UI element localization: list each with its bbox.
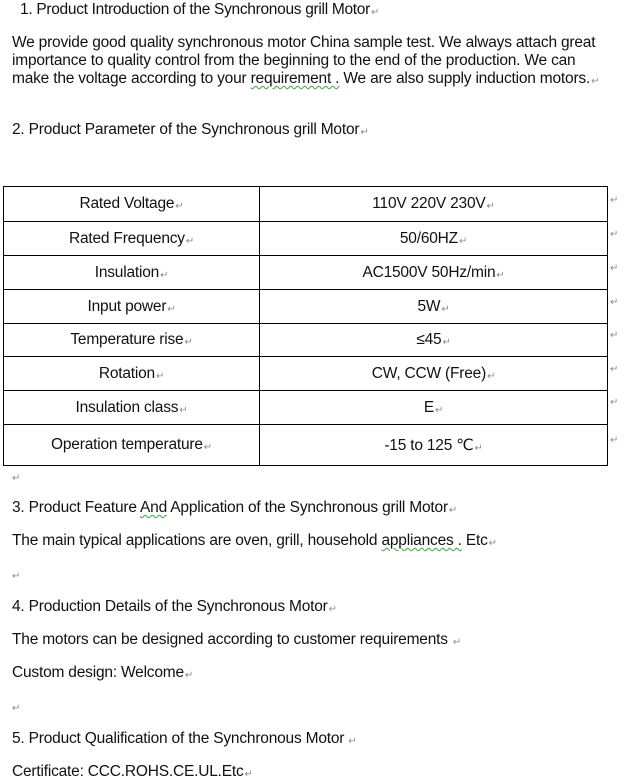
table-row: [4, 290, 608, 324]
spellcheck-word: appliances .: [381, 532, 462, 549]
details-paragraph: [12, 631, 461, 649]
heading-text: 4. Production Details of the Synchronous Motor: [12, 598, 328, 615]
spellcheck-word: And: [140, 499, 168, 516]
paragraph-mark-icon: ↵: [370, 7, 380, 18]
row-end-mark-icon: ↵: [610, 263, 619, 274]
heading-text: 2. Product Parameter of the Synchronous grill Motor: [12, 121, 360, 138]
section-heading-details: [12, 598, 337, 616]
paragraph-mark-icon: ↵: [12, 703, 21, 714]
param-value-cell: CW, CCW (Free)↵: [260, 357, 608, 391]
param-value-cell: E↵: [260, 391, 608, 425]
param-label-cell: Operation temperature↵: [4, 425, 260, 466]
row-end-mark-icon: ↵: [610, 364, 619, 375]
row-end-mark-icon: ↵: [610, 435, 619, 446]
paragraph-mark-icon: ↵: [452, 637, 461, 648]
param-value-cell: ≤45↵: [260, 324, 608, 357]
param-label-cell: Temperature rise↵: [4, 324, 260, 357]
section-heading-feature: [12, 499, 457, 517]
intro-paragraph: [12, 34, 612, 91]
param-value-cell: 110V 220V 230V↵: [260, 187, 608, 222]
paragraph-mark-icon: ↵: [328, 604, 337, 615]
param-label-cell: Rotation↵: [4, 357, 260, 391]
table-row: [4, 391, 608, 425]
row-end-mark-icon: ↵: [610, 397, 619, 408]
intro-text-end: We are also supply induction motors.: [339, 70, 591, 87]
section-heading-parameters: [12, 121, 369, 139]
heading-text: 5. Product Qualification of the Synchronous Motor: [12, 730, 345, 747]
paragraph-mark-icon: ↵: [12, 571, 21, 582]
intro-text: We provide good quality synchronous motor China sample test. We always attach great importance to quality control from the beginning to the end of the production. We can make the voltage according to your: [12, 34, 596, 87]
spellcheck-word: requirement .: [250, 70, 340, 87]
paragraph-mark-icon: ↵: [448, 505, 458, 516]
table-row: [4, 256, 608, 290]
paragraph-mark-icon: ↵: [488, 538, 497, 549]
heading-text: 3. Product Feature: [12, 499, 141, 516]
paragraph-mark-icon: ↵: [244, 769, 253, 780]
table-row: [4, 324, 608, 357]
row-end-mark-icon: ↵: [610, 229, 619, 240]
applications-text-end: Etc: [461, 532, 488, 549]
row-end-mark-icon: ↵: [610, 330, 619, 341]
table-row: [4, 187, 608, 222]
applications-text: The main typical applications are oven, grill, household: [12, 532, 382, 549]
param-value-cell: AC1500V 50Hz/min↵: [260, 256, 608, 290]
certificate-line: [12, 763, 253, 781]
heading-text-end: Application of the Synchronous grill Motor: [167, 499, 448, 516]
parameter-table: [3, 186, 608, 466]
param-value-cell: -15 to 125 ℃↵: [260, 425, 608, 466]
details-text: The motors can be designed according to customer requirements: [12, 631, 448, 648]
paragraph-mark-icon: ↵: [591, 76, 600, 87]
param-label-cell: Insulation class↵: [4, 391, 260, 425]
paragraph-mark-icon: ↵: [12, 473, 21, 484]
param-label-cell: Insulation↵: [4, 256, 260, 290]
section-heading-qualification: [12, 730, 356, 748]
table-row: [4, 222, 608, 256]
paragraph-mark-icon: ↵: [184, 670, 194, 681]
heading-text: 1. Product Introduction of the Synchronous grill Motor: [20, 1, 370, 18]
certificate-text: Certificate: CCC.ROHS.CE.UL.Etc: [12, 763, 244, 780]
row-end-mark-icon: ↵: [610, 297, 619, 308]
param-value-cell: 50/60HZ↵: [260, 222, 608, 256]
applications-paragraph: [12, 532, 497, 550]
param-label-cell: Rated Voltage↵: [4, 187, 260, 222]
section-heading-introduction: [20, 1, 379, 19]
row-end-mark-icon: ↵: [610, 195, 619, 206]
param-label-cell: Rated Frequency↵: [4, 222, 260, 256]
custom-design-text: Custom design: Welcome: [12, 664, 184, 681]
param-label-cell: Input power↵: [4, 290, 260, 324]
table-row: [4, 357, 608, 391]
table-row: [4, 425, 608, 466]
param-value-cell: 5W↵: [260, 290, 608, 324]
custom-design-line: [12, 664, 193, 682]
paragraph-mark-icon: ↵: [360, 127, 369, 138]
paragraph-mark-icon: ↵: [348, 736, 357, 747]
